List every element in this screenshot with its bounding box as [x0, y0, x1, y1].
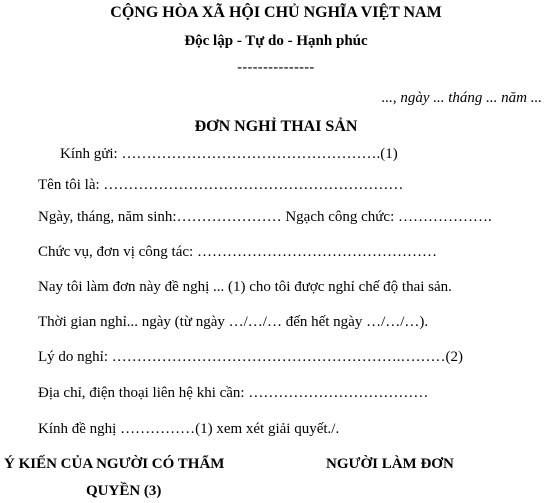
position-line: Chức vụ, đơn vị công tác: ………………………………………… — [38, 244, 437, 260]
approver-signature-heading: Ý KIẾN CỦA NGƯỜI CÓ THẨM — [4, 456, 225, 472]
reason-line: Lý do nghỉ: ………………………………………………….………(2) — [38, 349, 463, 365]
applicant-signature-heading: NGƯỜI LÀM ĐƠN — [326, 456, 454, 472]
country-heading: CỘNG HÒA XÃ HỘI CHỦ NGHĨA VIỆT NAM — [110, 4, 442, 21]
birth-date-line: Ngày, tháng, năm sinh:………………… Ngạch công chức: ………………. — [38, 209, 492, 225]
name-line: Tên tôi là: …………………………………………………… — [38, 177, 404, 193]
motto: Độc lập - Tự do - Hạnh phúc — [184, 33, 368, 49]
leave-period-line: Thời gian nghỉ... ngày (từ ngày …/…/… đến hết ngày …/…/…). — [38, 314, 429, 330]
recipient-line: Kính gửi: …………………………………………….(1) — [60, 146, 398, 162]
document-title: ĐƠN NGHỈ THAI SẢN — [194, 118, 358, 135]
request-line: Nay tôi làm đơn này đề nghị ... (1) cho tôi được nghỉ chế độ thai sản. — [38, 279, 452, 295]
approver-signature-heading-cont: QUYỀN (3) — [86, 483, 162, 499]
contact-line: Địa chỉ, điện thoại liên hệ khi cần: ……………………………… — [38, 385, 429, 401]
header-divider: --------------- — [237, 60, 315, 75]
closing-request-line: Kính đề nghị ……………(1) xem xét giải quyết./. — [38, 421, 340, 437]
date-line: ..., ngày ... tháng ... năm ... — [381, 90, 542, 106]
